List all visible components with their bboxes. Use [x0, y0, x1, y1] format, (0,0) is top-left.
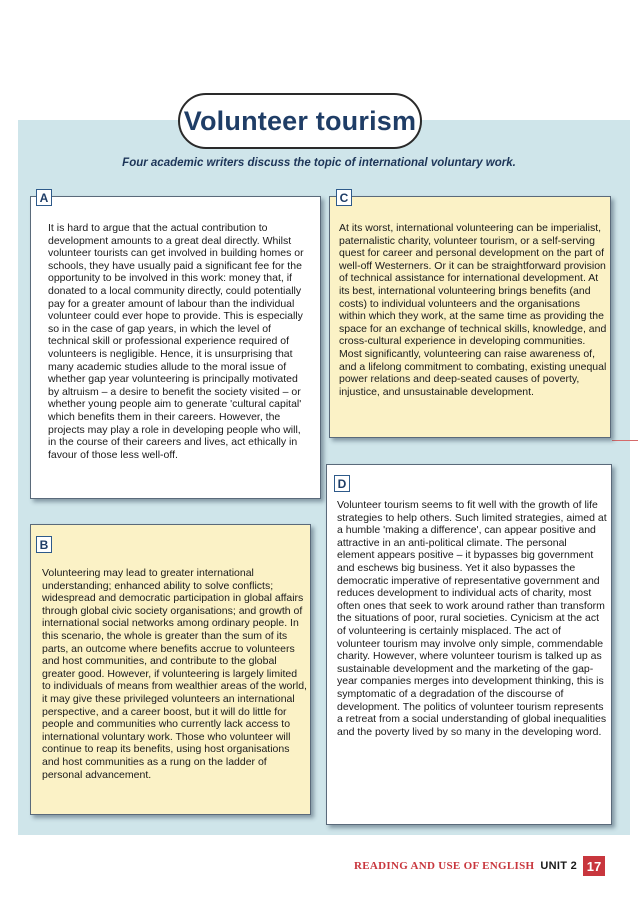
- section-c-text: At its worst, international volunteering can be imperialist, paternalistic charity, volunteer tourism, or a self-serving quest for career and personal development on the part of well-off Westerners. Or it can be straightforward provision of technical assistance for international development. At its best, international volunteering brings benefits (and costs) to individual volunteers and the organisations within which they work, at the same time as providing the space for an exchange of technical skills, knowledge, and cross-cultural experience in developing communities. Most significantly, volunteering can raise awareness of, and a lifelong commitment to combating, existing unequal power relations and deep-seated causes of poverty, injustice, and unsustainable development.: [339, 222, 607, 398]
- page-subtitle: Four academic writers discuss the topic of international voluntary work.: [122, 157, 516, 169]
- section-d-label: D: [334, 475, 350, 492]
- title-banner: [178, 93, 422, 149]
- section-d-card: [326, 464, 612, 825]
- section-b-card: [30, 524, 311, 815]
- section-c-label: C: [336, 189, 352, 206]
- page-footer: [354, 856, 605, 876]
- section-a-text: It is hard to argue that the actual contribution to development amounts to a great deal directly. Whilst volunteer tourists can get involved in building homes or schools, they have usually paid a significant fee for the opportunity to be involved in this work: money that, if donated to a local community directly, could potentially pay for a greater amount of labour than the individual volunteer could ever hope to provide. This is especially so in the case of gap years, in which the level of technical skill or professional experience required of volunteers is negligible. Hence, it is unsurprising that many academic studies allude to the moral issue of whether gap year volunteering is principally motivated by altruism – a desire to benefit the society visited – or whether young people aim to generate 'cultural capital' which benefits them in their careers. However, the projects may play a role in developing people who will, in the course of their careers and lives, act ethically in favour of those less well-off.: [48, 222, 304, 461]
- footer-section-title: READING AND USE OF ENGLISH: [354, 860, 535, 872]
- section-a-card: [30, 196, 321, 499]
- footer-unit: UNIT 2: [540, 860, 578, 872]
- page-title: Volunteer tourism: [183, 105, 417, 136]
- section-b-label: B: [36, 536, 52, 553]
- section-b-text: Volunteering may lead to greater international understanding; enhanced ability to solve conflicts; widespread and democratic participation in global affairs through global civic society organisations; and growth of international social networks among ordinary people. In this scenario, the whole is greater than the sum of its parts, an outcome where benefits accrue to volunteers and host communities, and contribute to the global greater good. However, if volunteering is largely limited to individuals of means from wealthier areas of the world, it may give these privileged volunteers an international perspective, and a career boost, but it will do little for people and communities who currently lack access to international voluntary work. Those who volunteer will continue to reap its benefits, using host organisations and host communities as a rung on the ladder of personal advancement.: [42, 567, 307, 781]
- margin-rule: [612, 440, 638, 441]
- section-d-text: Volunteer tourism seems to fit well with the growth of life strategies to help others. Such limited strategies, aimed at a humble 'making a difference', can appear positive and attractive in an anti-political climate. The personal element appears positive – it bypasses big government and eschews big business. Yet it also bypasses the democratic imperative of representative government and reduces development to individual acts of charity, most often ones that seek to work around rather than transform the situations of poor, rural societies. Cynicism at the act of volunteering is certainly misplaced. The act of volunteer tourism may involve only simple, commendable charity. However, where volunteer tourism is talked up as sustainable development and the marketing of the gap-year companies merges into development thinking, this is symptomatic of a degradation of the discourse of development. The politics of volunteer tourism represents a retreat from a social understanding of global inequalities and the poverty lived by so many in the developing word.: [337, 499, 607, 738]
- page-number: 17: [583, 856, 605, 876]
- section-a-label: A: [36, 189, 52, 206]
- section-c-card: [329, 196, 611, 438]
